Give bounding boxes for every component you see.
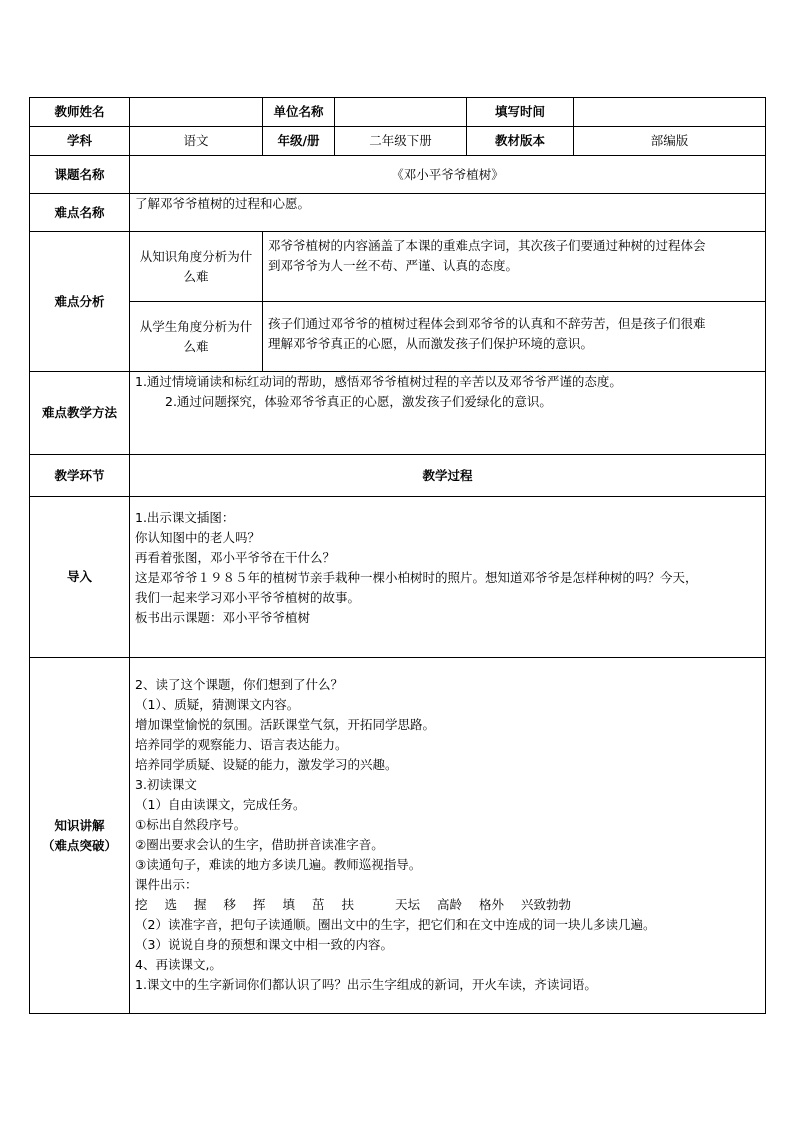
intro-line: 再看着张图，邓小平爷爷在干什么？ xyxy=(135,550,336,565)
teacher-name-label: 教师姓名 xyxy=(30,98,130,127)
student-angle-line: 理解邓爷爷真正的心愿，从而激发孩子们保护环境的意识。 xyxy=(268,336,594,351)
knowledge-line: 培养同学质疑、设疑的能力，激发学习的兴趣。 xyxy=(135,757,398,772)
vocab-word: 格外 xyxy=(479,897,505,912)
difficulty-row xyxy=(30,194,766,232)
vocab-word: 扶 xyxy=(341,897,355,912)
teacher-name-value xyxy=(130,98,263,127)
intro-row xyxy=(30,497,766,658)
knowledge-label xyxy=(30,658,130,1014)
vocab-word: 选 xyxy=(164,897,178,912)
vocab-word: 茁 xyxy=(312,897,325,912)
intro-text xyxy=(130,497,766,658)
vocab-word: 填 xyxy=(282,897,296,912)
intro-line: 板书出示课题：邓小平爷爷植树 xyxy=(135,610,311,625)
process-header-row xyxy=(30,455,766,497)
method-row xyxy=(30,372,766,455)
method-text xyxy=(130,372,766,455)
unit-name-value xyxy=(335,98,467,127)
fill-date-value xyxy=(574,98,766,127)
edition-label: 教材版本 xyxy=(467,127,574,156)
vocab-word: 挥 xyxy=(253,897,266,912)
method-line: 1.通过情境诵读和标红动词的帮助，感悟邓爷爷植树过程的辛苦以及邓爷爷严谨的态度。 xyxy=(135,374,622,389)
lesson-plan-table xyxy=(29,97,766,1014)
method-line: 2.通过问题探究，体验邓爷爷真正的心愿，激发孩子们爱绿化的意识。 xyxy=(165,394,552,409)
knowledge-line: 4、再读课文,。 xyxy=(135,957,222,972)
vocab-word: 兴致勃勃 xyxy=(521,897,572,912)
student-angle-label: 从学生角度分析为什么难 xyxy=(130,302,263,372)
fill-date-label: 填写时间 xyxy=(467,98,574,127)
method-label: 难点教学方法 xyxy=(30,372,130,455)
lesson-title-label: 课题名称 xyxy=(30,156,130,194)
vocabulary-list xyxy=(135,895,760,915)
knowledge-line: （1）、质疑，猜测课文内容。 xyxy=(135,697,300,712)
knowledge-line: 课件出示： xyxy=(135,877,198,892)
intro-line: 你认知图中的老人吗？ xyxy=(135,530,261,545)
knowledge-line: ①标出自然段序号。 xyxy=(135,817,247,832)
lesson-title-value: 《邓小平爷爷植树》 xyxy=(130,156,766,194)
knowledge-line: 3.初读课文 xyxy=(135,777,197,792)
vocab-word: 移 xyxy=(223,897,237,912)
vocab-word: 挖 xyxy=(135,897,148,912)
vocab-word: 高龄 xyxy=(437,897,463,912)
difficulty-value: 了解邓爷爷植树的过程和心愿。 xyxy=(130,194,766,232)
intro-line: 我们一起来学习邓小平爷爷植树的故事。 xyxy=(135,590,361,605)
knowledge-label-line2: （难点突破） xyxy=(41,837,117,853)
analysis-knowledge-row xyxy=(30,232,766,302)
knowledge-row xyxy=(30,658,766,1014)
knowledge-angle-line: 到邓爷爷为人一丝不苟、严谨、认真的态度。 xyxy=(268,258,519,273)
knowledge-angle-text xyxy=(263,232,766,302)
process-header-label: 教学过程 xyxy=(130,455,766,497)
knowledge-text xyxy=(130,658,766,1014)
analysis-student-row xyxy=(30,302,766,372)
lesson-title-row xyxy=(30,156,766,194)
knowledge-line: （2）读准字音，把句子读通顺。圈出文中的生字，把它们和在文中连成的词一块儿多读几遍。 xyxy=(135,917,656,932)
edition-value: 部编版 xyxy=(574,127,766,156)
analysis-label: 难点分析 xyxy=(30,232,130,372)
intro-line: 这是邓爷爷１９８５年的植树节亲手栽种一棵小柏树时的照片。想知道邓爷爷是怎样种树的吗？今天， xyxy=(135,570,698,585)
knowledge-angle-label: 从知识角度分析为什么难 xyxy=(130,232,263,302)
knowledge-angle-line: 邓爷爷植树的内容涵盖了本课的重难点字词，其次孩子们要通过种树的过程体会 xyxy=(268,238,706,253)
subject-value: 语文 xyxy=(130,127,263,156)
header-row-2 xyxy=(30,127,766,156)
intro-label: 导入 xyxy=(30,497,130,658)
header-row-1 xyxy=(30,98,766,127)
knowledge-line: 增加课堂愉悦的氛围。活跃课堂气氛，开拓同学思路。 xyxy=(135,717,436,732)
knowledge-line: ③读通句子，难读的地方多读几遍。教师巡视指导。 xyxy=(135,857,422,872)
knowledge-label-line1: 知识讲解 xyxy=(54,817,105,833)
intro-line: 1.出示课文插图： xyxy=(135,510,235,525)
vocab-word: 天坛 xyxy=(395,897,421,912)
student-angle-text xyxy=(263,302,766,372)
difficulty-label: 难点名称 xyxy=(30,194,130,232)
knowledge-line: （1）自由读课文，完成任务。 xyxy=(135,797,306,812)
unit-name-label: 单位名称 xyxy=(263,98,335,127)
knowledge-line: 1.课文中的生字新词你们都认识了吗？出示生字组成的新词，开火车读，齐读词语。 xyxy=(135,977,597,992)
grade-value: 二年级下册 xyxy=(335,127,467,156)
knowledge-line: （3）说说自身的预想和课文中相一致的内容。 xyxy=(135,937,393,952)
vocab-word: 握 xyxy=(194,897,207,912)
knowledge-line: ②圈出要求会认的生字，借助拼音读准字音。 xyxy=(135,837,384,852)
stage-header-label: 教学环节 xyxy=(30,455,130,497)
knowledge-line: 2、读了这个课题，你们想到了什么？ xyxy=(135,677,343,692)
student-angle-line: 孩子们通过邓爷爷的植树过程体会到邓爷爷的认真和不辞劳苦，但是孩子们很难 xyxy=(268,316,706,331)
knowledge-line: 培养同学的观察能力、语言表达能力。 xyxy=(135,737,348,752)
grade-label: 年级/册 xyxy=(263,127,335,156)
subject-label: 学科 xyxy=(30,127,130,156)
